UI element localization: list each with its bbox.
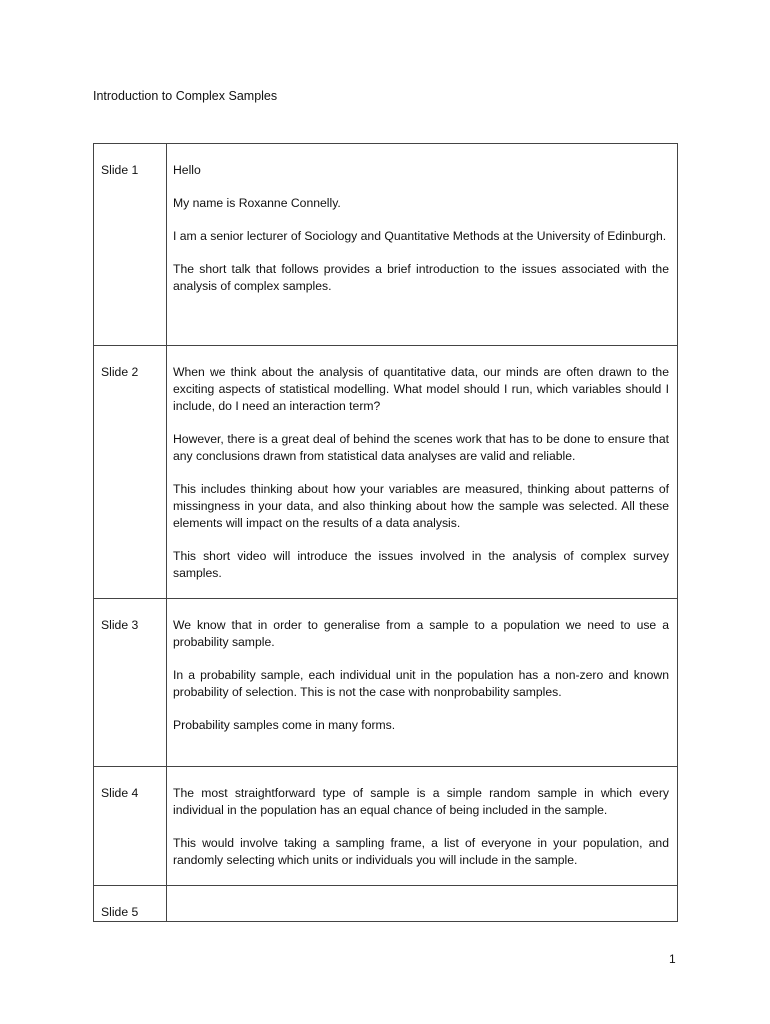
script-paragraph: This includes thinking about how your variables are measured, thinking about patterns of missingness in your data, and also thinking about how the sample was selected. All these elements will impact on the results of a data analysis.	[173, 482, 669, 530]
slide-label: Slide 3	[101, 618, 139, 632]
script-paragraph: This short video will introduce the issues involved in the analysis of complex survey samples.	[173, 549, 669, 580]
slide-label: Slide 2	[101, 365, 139, 379]
slide-script-cell	[167, 767, 678, 886]
script-paragraph: However, there is a great deal of behind the scenes work that has to be done to ensure that any conclusions drawn from statistical data analyses are valid and reliable.	[173, 432, 669, 463]
script-paragraph: We know that in order to generalise from a sample to a population we need to use a probability sample.	[173, 618, 669, 649]
script-paragraph: The most straightforward type of sample is a simple random sample in which every individual in the population has an equal chance of being included in the sample.	[173, 786, 669, 817]
slide-script-cell	[167, 144, 678, 346]
script-paragraph: When we think about the analysis of quantitative data, our minds are often drawn to the exciting aspects of statistical modelling. What model should I run, which variables should I include, do I need an interaction term?	[173, 365, 669, 413]
script-paragraph: Probability samples come in many forms.	[173, 718, 396, 732]
script-paragraph: In a probability sample, each individual unit in the population has a non-zero and known probability of selection. This is not the case with nonprobability samples.	[173, 668, 669, 699]
slide-label-cell	[94, 599, 167, 767]
table-row	[94, 144, 678, 346]
slide-label-cell	[94, 767, 167, 886]
table-row	[94, 346, 678, 599]
script-paragraph: This would involve taking a sampling frame, a list of everyone in your population, and randomly selecting which units or individuals you will include in the sample.	[173, 836, 669, 867]
table-row	[94, 767, 678, 886]
document-title: Introduction to Complex Samples	[93, 89, 278, 103]
slide-label-cell	[94, 144, 167, 346]
slide-script-cell	[167, 599, 678, 767]
script-paragraph: My name is Roxanne Connelly.	[173, 196, 341, 210]
script-paragraph: I am a senior lecturer of Sociology and Quantitative Methods at the University of Edinburgh.	[173, 229, 667, 243]
slide-label: Slide 4	[101, 786, 139, 800]
slide-script-cell	[167, 886, 678, 922]
slide-script-cell	[167, 346, 678, 599]
slide-script-table	[93, 143, 678, 922]
table-row	[94, 599, 678, 767]
table-row	[94, 886, 678, 922]
page-number: 1	[669, 952, 676, 966]
slide-label: Slide 1	[101, 163, 139, 177]
slide-label-cell	[94, 346, 167, 599]
slide-label: Slide 5	[101, 905, 139, 919]
script-paragraph: The short talk that follows provides a brief introduction to the issues associated with the analysis of complex samples.	[173, 262, 669, 293]
script-paragraph: Hello	[173, 163, 201, 177]
slide-label-cell	[94, 886, 167, 922]
